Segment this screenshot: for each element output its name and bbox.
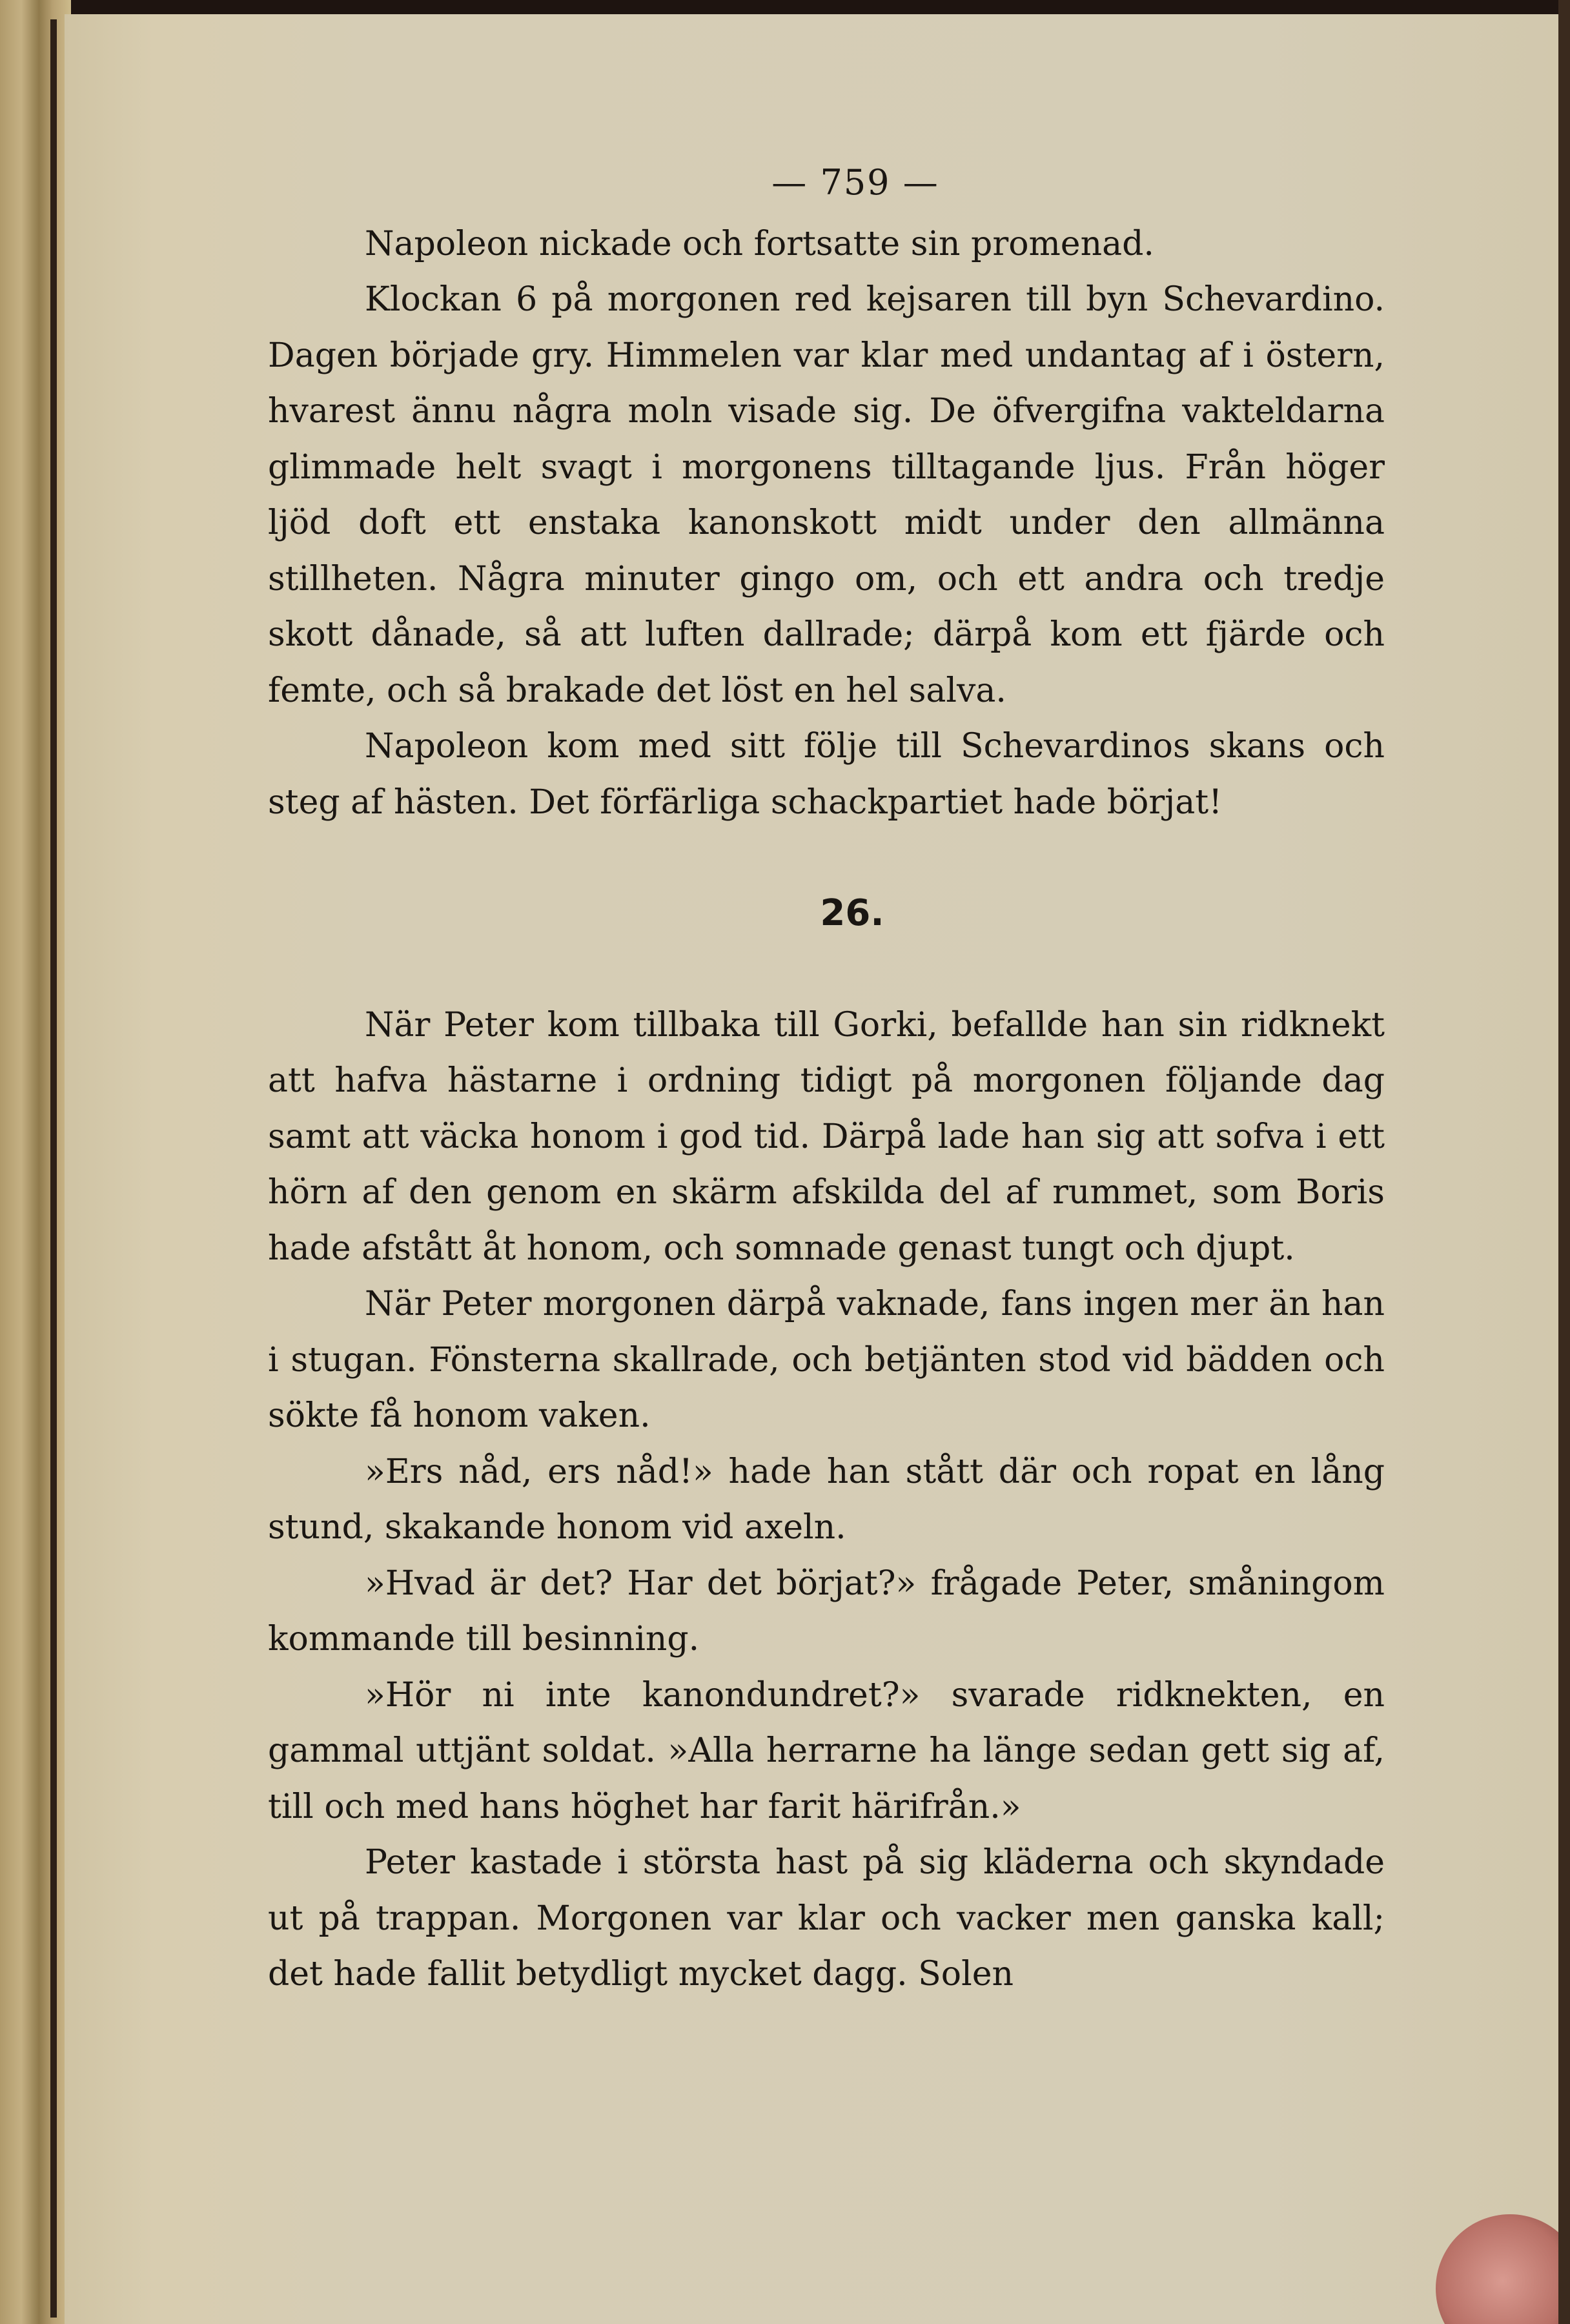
paragraph: När Peter morgonen därpå vaknade, fans ingen mer än han i stugan. Fönsterna skallrade, och betjänten stod vid bädden och sökte få honom vaken. [268, 1285, 1385, 1435]
page-number: — 759 — [771, 162, 939, 203]
page-corner-ornament [1436, 2214, 1570, 2324]
paragraph: När Peter kom tillbaka till Gorki, befallde han sin ridknekt att hafva hästarne i ordning tidigt på morgonen följande dag samt att väcka honom i god tid. Därpå lade han sig att sofva i ett hörn af den genom en skärm afskilda del af rummet, som Boris hade afstått åt honom, och somnade genast tungt och djupt. [268, 1005, 1385, 1268]
right-edge-shadow [1558, 0, 1570, 2324]
paragraph: Napoleon kom med sitt följe till Schevardinos skans och steg af hästen. Det förfärliga schackpartiet hade börjat! [268, 727, 1385, 822]
paragraph: Klockan 6 på morgonen red kejsaren till byn Schevardino. Dagen började gry. Himmelen var klar med undantag af i östern, hvarest ännu några moln visade sig. De öfvergifna vakteldarna glimmade helt svagt i morgonens tilltagande ljus. Från höger ljöd doft ett enstaka kanonskott midt under den allmänna stillheten. Några minuter gingo om, och ett andra och tredje skott dånade, så att luften dallrade; därpå kom ett fjärde och femte, och så brakade det löst en hel salva. [268, 280, 1385, 710]
section-heading: 26. [820, 892, 884, 934]
paragraph: »Hör ni inte kanondundret?» svarade ridknekten, en gammal uttjänt soldat. »Alla herrarne ha länge sedan gett sig af, till och med hans höghet har farit härifrån.» [268, 1675, 1385, 1826]
paragraph: »Hvad är det? Har det börjat?» frågade Peter, småningom kommande till besinning. [268, 1564, 1385, 1658]
book-spine [0, 0, 71, 2324]
paragraph: Napoleon nickade och fortsatte sin promenad. [365, 224, 1154, 263]
page-text [268, 155, 1385, 2003]
top-shadow-band [0, 0, 1570, 15]
paragraph: »Ers nåd, ers nåd!» hade han stått där och ropat en lång stund, skakande honom vid axeln. [268, 1452, 1385, 1547]
paragraph: Peter kastade i största hast på sig kläderna och skyndade ut på trappan. Morgonen var klar och vacker men ganska kall; det hade fallit betydligt mycket dagg. Solen [268, 1843, 1385, 1993]
spine-dark-line [50, 19, 57, 2318]
